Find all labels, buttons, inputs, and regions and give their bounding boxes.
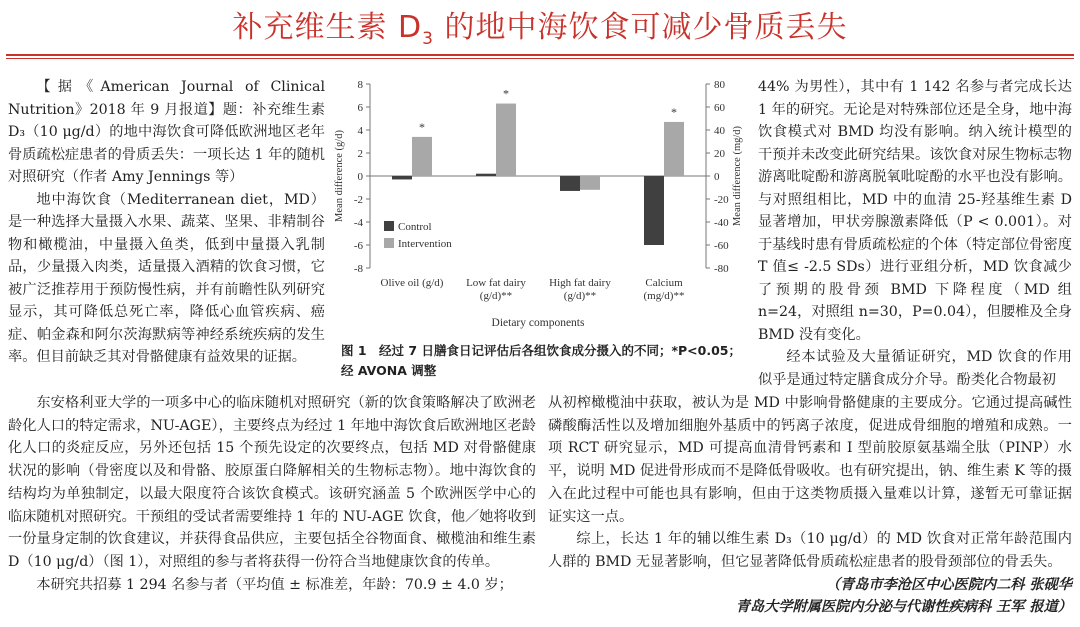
bar-control-1 <box>392 176 412 179</box>
right-paragraph-1: 44% 为男性），其中有 1 142 名参与者完成长达 1 年的研究。无论是对特殊部位还是全身，地中海饮食模式对 BMD 均没有影响。纳入统计模型的干预并未改变此研究结果。该饮食对尿生物标志物游离吡啶酚和游离脱氧吡啶酚的水平也没有影响。与对照组相比，MD 中的血清 25-羟基维生素 D 显著增加，甲状旁腺激素降低（P < 0.001）。对于基线时患有骨质疏松症的个体（特定部位骨密度 T 值≤ -2.5 SDs）进行亚组分析，MD 饮食减少了预期的股骨颈 BMD 下降程度（MD 组 n=24，对照组 n=30，P=0.04），但腰椎及全身 BMD 没有变化。 <box>758 79 1072 343</box>
right-tick-label: 0 <box>714 171 720 183</box>
legend-swatch-control <box>384 221 394 231</box>
left-tick-label: 8 <box>357 79 363 91</box>
significance-mark: * <box>671 104 677 119</box>
bar-intervention-2 <box>496 104 516 176</box>
category-label: Calcium <box>645 277 683 289</box>
article-title: 补充维生素 $D_3$ 的地中海饮食可减少骨质丢失 <box>232 10 848 49</box>
left-tick-label: -6 <box>353 240 363 252</box>
left-column <box>8 76 325 369</box>
right-tick-label: -20 <box>714 194 729 206</box>
bar-control-2 <box>476 174 496 176</box>
left-tick-label: -8 <box>353 263 363 275</box>
bottom-left-paragraph-2: 本研究共招募 1 294 名参与者（平均值 ± 标准差，年龄：70.9 ± 4.0 岁； <box>36 576 513 593</box>
left-axis-title: Mean difference (g/d) <box>334 130 345 222</box>
bottom-right-column <box>548 392 1072 619</box>
category-label: (g/d)** <box>563 290 597 302</box>
legend-label-intervention: Intervention <box>398 238 452 250</box>
right-tick-label: -80 <box>714 263 729 275</box>
bar-control-3 <box>560 176 580 191</box>
x-axis-title: Dietary components <box>491 317 585 329</box>
left-tick-label: -2 <box>353 194 363 206</box>
right-column <box>758 76 1072 391</box>
legend-swatch-intervention <box>384 238 394 248</box>
category-label: Olive oil (g/d) <box>380 277 444 289</box>
right-tick-label: 80 <box>714 79 725 91</box>
left-tick-label: -4 <box>353 217 363 229</box>
right-axis-title: Mean difference (mg/d) <box>732 125 743 227</box>
left-tick-label: 6 <box>357 102 363 114</box>
category-label: (g/d)** <box>479 290 513 302</box>
title-rule-top <box>6 54 1074 56</box>
left-paragraph-2: 地中海饮食（Mediterranean diet，MD）是一种选择大量摄入水果、蔬菜、坚果、非精制谷物和橄榄油，中量摄入鱼类，低到中量摄入乳制品，少量摄入肉类，适量摄入酒精的饮食习惯，它被广泛推荐用于预防慢性病，并有前瞻性队列研究显示，其可降低总死亡率，降低心血管疾病、癌症、帕金森和阿尔茨海默病等神经系统疾病的发生率。但目前缺乏其对骨骼健康有益效果的证据。 <box>8 191 325 365</box>
bar-control-4 <box>644 176 664 245</box>
right-tick-label: 60 <box>714 102 725 114</box>
category-label: (mg/d)** <box>643 290 685 302</box>
legend-label-control: Control <box>398 221 432 233</box>
significance-mark: * <box>503 86 509 101</box>
category-label: Low fat dairy <box>466 277 526 289</box>
right-tick-label: -60 <box>714 240 729 252</box>
category-label: High fat dairy <box>549 277 611 289</box>
bar-intervention-1 <box>412 137 432 176</box>
dietary-components-chart <box>330 72 750 334</box>
figure-caption: 图 1 经过 7 日膳食日记评估后各组饮食成分摄入的不同；*P<0.05；经 AVONA 调整 <box>341 343 741 378</box>
bottom-right-paragraph-1: 从初榨橄榄油中获取，被认为是 MD 中影响骨骼健康的主要成分。它通过提高碱性磷酸酶活性以及增加细胞外基质中的钙离子浓度，促进成骨细胞的增殖和成熟。一项 RCT 研究显示，MD 可提高血清骨钙素和 I 型前胶原氨基端全肽（PINP）水平，说明 MD 促进骨形成而不是降低骨吸收。也有研究提出，钠、维生素 K 等的摄入在此过程中可能也具有影响，但由于这类物质摄入量难以计算，遂暂无可靠证据证实这一点。 <box>548 395 1072 525</box>
left-paragraph-1: 【据《American Journal of Clinical Nutrition》2018 年 9 月报道】题：补充维生素 D₃（10 μg/d）的地中海饮食可降低欧洲地区老年骨质疏松症患者的骨质丢失：一项长达 1 年的随机对照研究（作者 Amy Jennings 等） <box>8 79 325 185</box>
left-tick-label: 2 <box>357 148 363 160</box>
credit-line-2: 青岛大学附属医院内分泌与代谢性疾病科 王军 报道） <box>735 599 1072 616</box>
right-tick-label: -40 <box>714 217 729 229</box>
left-tick-label: 0 <box>357 171 363 183</box>
credit-line-1: （青岛市李沧区中心医院内二科 张砚华 <box>825 576 1072 593</box>
bar-intervention-3 <box>580 176 600 190</box>
significance-mark: * <box>419 119 425 134</box>
right-paragraph-2: 经本试验及大量循证研究，MD 饮食的作用似乎是通过特定膳食成分介导。酚类化合物最初 <box>758 349 1072 388</box>
left-tick-label: 4 <box>357 125 363 137</box>
bar-intervention-4 <box>664 122 684 176</box>
right-tick-label: 40 <box>714 125 725 137</box>
bottom-left-column <box>8 392 536 596</box>
title-rule-bottom <box>6 58 1074 59</box>
right-tick-label: 20 <box>714 148 725 160</box>
bottom-left-paragraph-1: 东安格利亚大学的一项多中心的临床随机对照研究（新的饮食策略解决了欧洲老龄化人口的特定需求，NU-AGE），主要终点为经过 1 年地中海饮食后欧洲地区老龄化人口的炎症反应，另外还包括 15 个预先设定的次要终点，包括 MD 对骨骼健康状况的影响（骨密度以及和骨骼、胶原蛋白降解相关的生物标志物）。地中海饮食的结构均为单独制定，以最大限度符合该饮食模式。该研究涵盖 5 个欧洲医学中心的临床随机对照研究。干预组的受试者需要维持 1 年的 NU-AGE 饮食，他／她将收到一份量身定制的饮食建议，并获得食品供应，主要包括全谷物面食、橄榄油和维生素 D（10 μg/d）（图 1），对照组的参与者将获得一份符合当地健康饮食的传单。 <box>8 395 536 570</box>
bottom-right-paragraph-2: 综上，长达 1 年的辅以维生素 D₃（10 μg/d）的 MD 饮食对正常年龄范围内人群的 BMD 无显著影响，但它显著降低骨质疏松症患者的股骨颈部位的骨丢失。 <box>548 531 1072 570</box>
